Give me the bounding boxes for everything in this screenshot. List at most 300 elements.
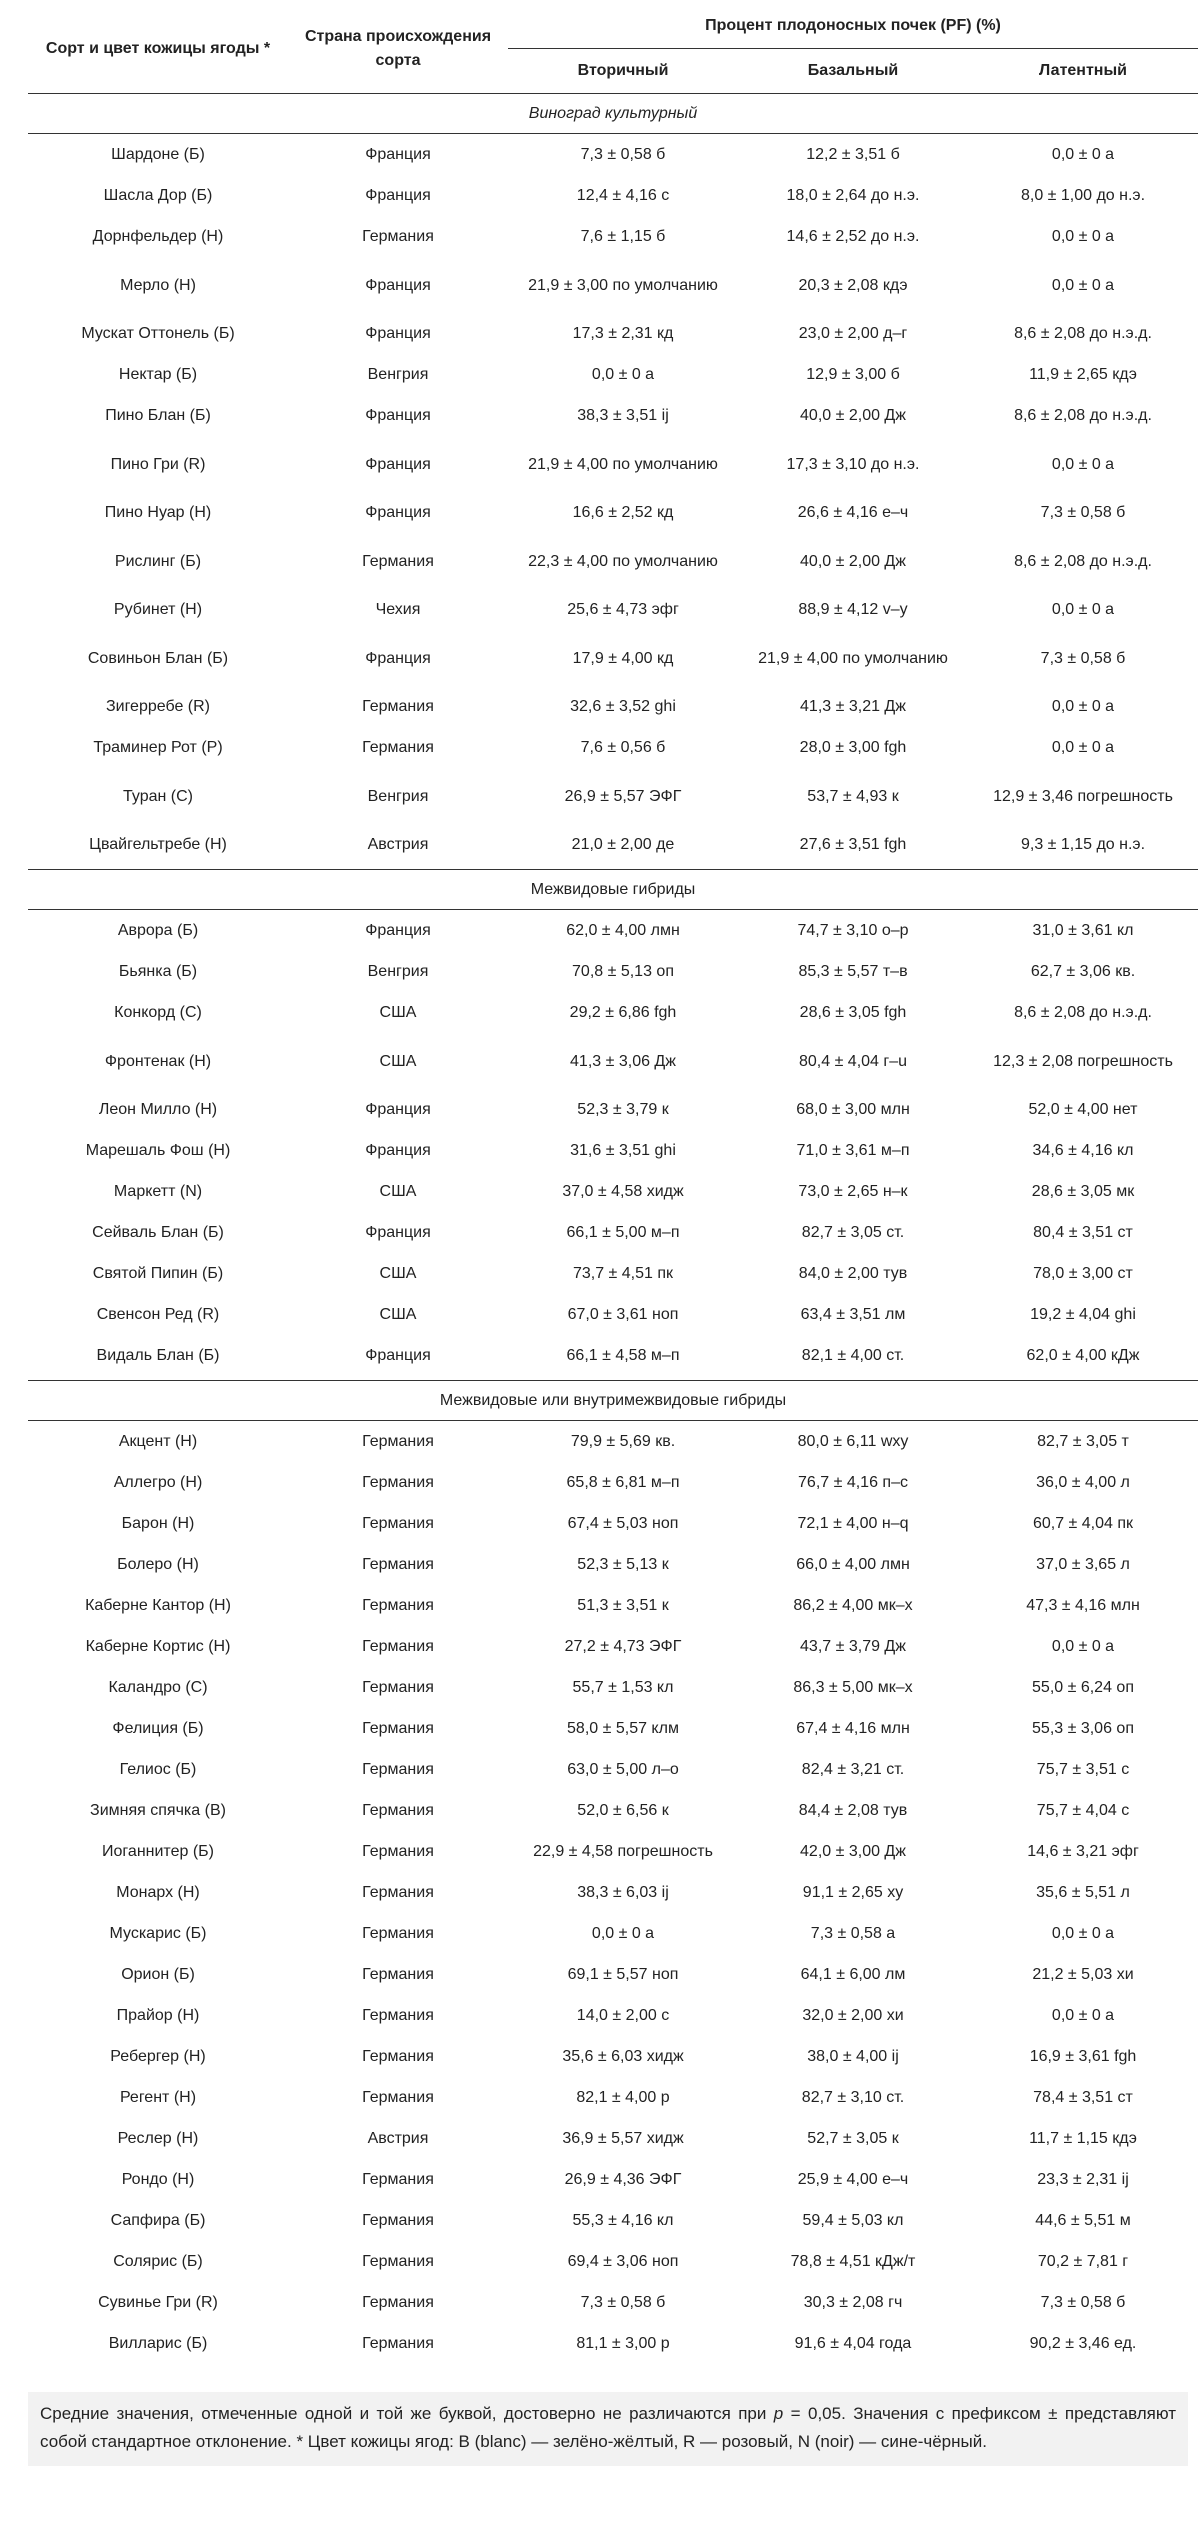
cell-latent: 23,3 ± 2,31 ij	[1037, 2171, 1129, 2188]
cell-variety: Туран (С)	[123, 787, 193, 805]
footnote-part1: Средние значения, отмеченные одной и той же буквой, достоверно не различаются при	[40, 2404, 774, 2423]
cell-secondary: 31,6 ± 3,51 ghi	[570, 1142, 676, 1159]
cell-latent: 78,0 ± 3,00 ст	[1033, 1265, 1133, 1282]
cell-country: Германия	[362, 1761, 434, 1778]
cell-secondary: 58,0 ± 5,57 клм	[567, 1720, 679, 1737]
cell-latent: 0,0 ± 0 а	[1051, 455, 1115, 473]
cell-country: Франция	[365, 407, 431, 424]
cell-secondary: 21,9 ± 4,00 по умолчанию	[528, 455, 718, 473]
cell-basal: 25,9 ± 4,00 е–ч	[797, 2171, 909, 2188]
cell-secondary: 55,3 ± 4,16 кл	[572, 2212, 674, 2229]
cell-variety: Мерло (Н)	[120, 276, 196, 294]
cell-country: Венгрия	[367, 787, 429, 805]
cell-variety: Мускат Оттонель (Б)	[81, 325, 235, 342]
cell-latent: 7,3 ± 0,58 б	[1040, 649, 1126, 667]
cell-secondary: 22,9 ± 4,58 погрешность	[533, 1843, 713, 1860]
cell-country: Германия	[362, 1843, 434, 1860]
cell-basal: 71,0 ± 3,61 м–п	[796, 1142, 910, 1159]
table-row	[28, 1212, 1198, 1253]
cell-basal: 82,7 ± 3,05 ст.	[801, 1224, 905, 1241]
cell-variety: Монарх (Н)	[116, 1884, 200, 1901]
cell-secondary: 79,9 ± 5,69 кв.	[570, 1433, 676, 1450]
cell-latent: 8,0 ± 1,00 до н.э.	[1020, 187, 1146, 204]
footnote-part2: = 0,05. Значения с префиксом ± представляют собой стандартное отклонение. * Цвет кожицы ягод: B (blanc) — зелёно-жёлтый, R — розовый, N (noir) — сине-чёрный.	[40, 2404, 1177, 2451]
cell-basal: 53,7 ± 4,93 к	[807, 787, 899, 805]
cell-country: Франция	[365, 504, 431, 521]
cell-basal: 80,4 ± 4,04 г–u	[798, 1052, 908, 1070]
cell-secondary: 69,4 ± 3,06 ноп	[567, 2253, 679, 2270]
table-row	[28, 1831, 1198, 1872]
cell-basal: 32,0 ± 2,00 хи	[802, 2007, 904, 2024]
cell-variety: Рубинет (Н)	[113, 601, 203, 618]
table-row	[28, 992, 1198, 1033]
cell-secondary: 70,8 ± 5,13 оп	[572, 963, 674, 980]
cell-basal: 43,7 ± 3,79 Дж	[800, 1638, 906, 1655]
table-row	[28, 2077, 1198, 2118]
cell-latent: 0,0 ± 0 а	[1051, 276, 1115, 294]
cell-latent: 0,0 ± 0 а	[1051, 601, 1115, 618]
cell-basal: 64,1 ± 6,00 лм	[800, 1966, 906, 1983]
cell-secondary: 52,3 ± 3,79 к	[577, 1101, 669, 1118]
cell-country: США	[379, 1052, 417, 1070]
cell-variety: Ребергер (Н)	[110, 2048, 206, 2065]
section-header-row	[28, 94, 1198, 134]
cell-basal: 82,4 ± 3,21 ст.	[801, 1761, 905, 1778]
cell-variety: Леон Милло (Н)	[98, 1101, 218, 1118]
table-row	[28, 910, 1198, 952]
cell-basal: 42,0 ± 3,00 Дж	[800, 1843, 906, 1860]
cell-latent: 0,0 ± 0 а	[1051, 1925, 1115, 1942]
cell-basal: 20,3 ± 2,08 кдэ	[798, 276, 908, 294]
cell-variety: Совиньон Блан (Б)	[87, 649, 229, 667]
cell-basal: 12,9 ± 3,00 б	[806, 366, 900, 383]
table-row	[28, 1089, 1198, 1130]
cell-variety: Фронтенак (Н)	[104, 1052, 212, 1070]
cell-secondary: 67,0 ± 3,61 ноп	[567, 1306, 679, 1323]
table-row	[28, 2323, 1198, 2364]
cell-secondary: 7,6 ± 0,56 б	[580, 739, 666, 756]
cell-latent: 78,4 ± 3,51 ст	[1033, 2089, 1133, 2106]
table-row	[28, 313, 1198, 354]
section-header-row	[28, 1381, 1198, 1421]
cell-country: Франция	[365, 922, 431, 939]
cell-country: Германия	[362, 2253, 434, 2270]
cell-latent: 8,6 ± 2,08 до н.э.д.	[1014, 325, 1152, 342]
cell-latent: 8,6 ± 2,08 до н.э.д.	[1014, 1004, 1152, 1021]
cell-basal: 66,0 ± 4,00 лмн	[796, 1556, 910, 1573]
cell-secondary: 63,0 ± 5,00 л–о	[567, 1761, 679, 1778]
footnote-p: p	[773, 2404, 784, 2423]
cell-latent: 44,6 ± 5,51 м	[1035, 2212, 1131, 2229]
table-row	[28, 824, 1198, 865]
cell-country: Австрия	[367, 836, 429, 853]
cell-latent: 80,4 ± 3,51 ст	[1033, 1224, 1133, 1241]
cell-secondary: 66,1 ± 5,00 м–п	[566, 1224, 680, 1241]
cell-secondary: 7,3 ± 0,58 б	[580, 2294, 666, 2311]
cell-basal: 27,6 ± 3,51 fgh	[799, 836, 907, 853]
cell-basal: 59,4 ± 5,03 кл	[802, 2212, 904, 2229]
cell-secondary: 81,1 ± 3,00 р	[576, 2335, 670, 2352]
cell-basal: 85,3 ± 5,57 т–в	[798, 963, 908, 980]
cell-latent: 34,6 ± 4,16 кл	[1032, 1142, 1134, 1159]
cell-basal: 88,9 ± 4,12 v–y	[798, 601, 908, 618]
table-row	[28, 1995, 1198, 2036]
cell-basal: 84,0 ± 2,00 тув	[798, 1265, 908, 1282]
table-row	[28, 2241, 1198, 2282]
cell-secondary: 73,7 ± 4,51 пк	[572, 1265, 674, 1282]
cell-variety: Видаль Блан (Б)	[96, 1347, 220, 1364]
cell-secondary: 14,0 ± 2,00 с	[576, 2007, 670, 2024]
cell-country: Франция	[365, 649, 431, 667]
table-row	[28, 2159, 1198, 2200]
cell-basal: 14,6 ± 2,52 до н.э.	[786, 228, 920, 245]
cell-basal: 78,8 ± 4,51 кДж/т	[790, 2253, 916, 2270]
cell-variety: Зигерребе (R)	[105, 698, 211, 715]
cell-secondary: 65,8 ± 6,81 м–п	[566, 1474, 680, 1491]
cell-latent: 19,2 ± 4,04 ghi	[1030, 1306, 1136, 1323]
cell-basal: 26,6 ± 4,16 е–ч	[797, 504, 909, 521]
cell-latent: 90,2 ± 3,46 ед.	[1029, 2335, 1137, 2352]
table-row	[28, 2036, 1198, 2077]
table-row	[28, 1913, 1198, 1954]
cell-country: Германия	[362, 1884, 434, 1901]
cell-variety: Пино Гри (R)	[110, 455, 206, 473]
cell-basal: 40,0 ± 2,00 Дж	[800, 407, 906, 424]
cell-latent: 55,0 ± 6,24 оп	[1032, 1679, 1134, 1696]
cell-variety: Мускарис (Б)	[109, 1925, 207, 1942]
cell-basal: 86,3 ± 5,00 мк–х	[793, 1679, 913, 1696]
cell-secondary: 21,9 ± 3,00 по умолчанию	[528, 276, 718, 294]
cell-variety: Реслер (Н)	[117, 2130, 199, 2147]
cell-country: Франция	[365, 455, 431, 473]
section-title: Межвидовые гибриды	[28, 870, 1198, 910]
table-row	[28, 1667, 1198, 1708]
table-row	[28, 1585, 1198, 1626]
cell-basal: 82,7 ± 3,10 ст.	[801, 2089, 905, 2106]
cell-secondary: 0,0 ± 0 а	[591, 366, 655, 383]
cell-country: Германия	[362, 1556, 434, 1573]
cell-latent: 75,7 ± 3,51 с	[1036, 1761, 1130, 1778]
cell-variety: Акцент (Н)	[118, 1433, 198, 1450]
cell-latent: 14,6 ± 3,21 эфг	[1027, 1843, 1139, 1860]
cell-basal: 74,7 ± 3,10 о–р	[797, 922, 909, 939]
cell-latent: 47,3 ± 4,16 млн	[1026, 1597, 1140, 1614]
table-row	[28, 354, 1198, 395]
cell-secondary: 26,9 ± 4,36 ЭФГ	[564, 2171, 682, 2188]
cell-latent: 70,2 ± 7,81 г	[1037, 2253, 1129, 2270]
table-row	[28, 492, 1198, 533]
cell-secondary: 69,1 ± 5,57 ноп	[567, 1966, 679, 1983]
cell-country: Германия	[362, 2007, 434, 2024]
cell-latent: 62,7 ± 3,06 кв.	[1030, 963, 1136, 980]
table-row	[28, 257, 1198, 313]
cell-country: Франция	[365, 146, 431, 163]
cell-latent: 21,2 ± 5,03 хи	[1032, 1966, 1134, 1983]
table-row	[28, 1544, 1198, 1585]
cell-basal: 63,4 ± 3,51 лм	[800, 1306, 906, 1323]
cell-variety: Шасла Дор (Б)	[103, 187, 213, 204]
table-row	[28, 1033, 1198, 1089]
table-row	[28, 1421, 1198, 1463]
footnote	[28, 2392, 1188, 2466]
cell-country: Германия	[362, 1925, 434, 1942]
cell-basal: 73,0 ± 2,65 н–к	[798, 1183, 908, 1200]
cell-secondary: 29,2 ± 6,86 fgh	[569, 1004, 677, 1021]
cell-variety: Иоганнитер (Б)	[102, 1843, 214, 1860]
cell-secondary: 7,3 ± 0,58 б	[580, 146, 666, 163]
cell-latent: 7,3 ± 0,58 б	[1040, 504, 1126, 521]
table-row	[28, 436, 1198, 492]
cell-variety: Гелиос (Б)	[119, 1761, 197, 1778]
cell-variety: Маркетт (N)	[113, 1183, 203, 1200]
cell-secondary: 37,0 ± 4,58 хидж	[562, 1183, 684, 1200]
cell-country: США	[379, 1265, 417, 1282]
cell-country: Германия	[362, 698, 434, 715]
cell-secondary: 35,6 ± 6,03 хидж	[562, 2048, 684, 2065]
cell-basal: 12,2 ± 3,51 б	[806, 146, 900, 163]
cell-secondary: 67,4 ± 5,03 ноп	[567, 1515, 679, 1532]
cell-variety: Рондо (Н)	[121, 2171, 195, 2188]
cell-country: Германия	[362, 1966, 434, 1983]
cell-basal: 21,9 ± 4,00 по умолчанию	[758, 649, 948, 667]
cell-latent: 9,3 ± 1,15 до н.э.	[1020, 836, 1146, 853]
cell-latent: 0,0 ± 0 а	[1051, 1638, 1115, 1655]
cell-country: США	[379, 1306, 417, 1323]
cell-variety: Каландро (С)	[108, 1679, 208, 1696]
section-title: Виноград культурный	[28, 94, 1198, 134]
cell-variety: Пино Блан (Б)	[105, 407, 211, 424]
cell-latent: 16,9 ± 3,61 fgh	[1029, 2048, 1137, 2065]
cell-latent: 12,3 ± 2,08 погрешность	[993, 1052, 1173, 1070]
cell-basal: 84,4 ± 2,08 тув	[798, 1802, 908, 1819]
cell-secondary: 21,0 ± 2,00 де	[571, 836, 675, 853]
cell-country: Германия	[362, 2212, 434, 2229]
table-row	[28, 1749, 1198, 1790]
header-latent: Латентный	[1039, 62, 1127, 79]
table-row	[28, 1253, 1198, 1294]
cell-latent: 28,6 ± 3,05 мк	[1031, 1183, 1135, 1200]
table-row	[28, 2118, 1198, 2159]
cell-country: Германия	[362, 1515, 434, 1532]
cell-variety: Барон (Н)	[121, 1515, 195, 1532]
cell-country: Германия	[362, 1679, 434, 1696]
cell-country: Чехия	[375, 601, 421, 618]
cell-variety: Солярис (Б)	[113, 2253, 203, 2270]
table-row	[28, 1130, 1198, 1171]
table-row	[28, 216, 1198, 257]
cell-basal: 91,6 ± 4,04 года	[794, 2335, 912, 2352]
cell-latent: 75,7 ± 4,04 с	[1036, 1802, 1130, 1819]
table-header	[28, 4, 1198, 94]
cell-latent: 62,0 ± 4,00 кДж	[1026, 1347, 1140, 1364]
header-pf: Процент плодоносных почек (PF) (%)	[508, 4, 1198, 49]
cell-variety: Сапфира (Б)	[110, 2212, 206, 2229]
cell-secondary: 66,1 ± 4,58 м–п	[566, 1347, 680, 1364]
cell-latent: 36,0 ± 4,00 л	[1036, 1474, 1130, 1491]
cell-variety: Конкорд (С)	[114, 1004, 202, 1021]
table-row	[28, 1335, 1198, 1376]
cell-basal: 18,0 ± 2,64 до н.э.	[786, 187, 920, 204]
table-body	[28, 94, 1198, 2365]
cell-secondary: 12,4 ± 4,16 с	[576, 187, 670, 204]
cell-basal: 68,0 ± 3,00 млн	[796, 1101, 910, 1118]
cell-secondary: 16,6 ± 2,52 кд	[572, 504, 674, 521]
cell-country: США	[379, 1004, 417, 1021]
cell-latent: 35,6 ± 5,51 л	[1036, 1884, 1130, 1901]
cell-country: Венгрия	[367, 963, 429, 980]
cell-secondary: 17,3 ± 2,31 кд	[572, 325, 674, 342]
table-row	[28, 1294, 1198, 1335]
table-row	[28, 630, 1198, 686]
cell-variety: Дорнфельдер (Н)	[92, 228, 224, 245]
cell-country: Германия	[362, 2089, 434, 2106]
cell-country: Франция	[365, 1101, 431, 1118]
table-row	[28, 727, 1198, 768]
cell-secondary: 7,6 ± 1,15 б	[580, 228, 666, 245]
cell-basal: 23,0 ± 2,00 д–г	[798, 325, 908, 342]
table-row	[28, 1503, 1198, 1544]
header-secondary: Вторичный	[577, 62, 669, 79]
cell-latent: 12,9 ± 3,46 погрешность	[993, 787, 1173, 805]
cell-secondary: 55,7 ± 1,53 кл	[572, 1679, 674, 1696]
table-row	[28, 1626, 1198, 1667]
cell-secondary: 82,1 ± 4,00 р	[576, 2089, 670, 2106]
cell-secondary: 38,3 ± 6,03 ij	[577, 1884, 669, 1901]
cell-basal: 17,3 ± 3,10 до н.э.	[786, 455, 920, 473]
table-row	[28, 1790, 1198, 1831]
header-country: Страна происхождения сорта	[304, 27, 492, 69]
cell-country: Германия	[362, 1474, 434, 1491]
cell-variety: Аллегро (Н)	[113, 1474, 203, 1491]
cell-basal: 30,3 ± 2,08 гч	[803, 2294, 903, 2311]
cell-latent: 0,0 ± 0 а	[1051, 739, 1115, 756]
cell-country: Германия	[362, 739, 434, 756]
cell-country: Германия	[362, 2294, 434, 2311]
cell-basal: 76,7 ± 4,16 п–с	[798, 1474, 908, 1491]
cell-latent: 37,0 ± 3,65 л	[1036, 1556, 1130, 1573]
cell-latent: 7,3 ± 0,58 б	[1040, 2294, 1126, 2311]
cell-variety: Цвайгельтребе (Н)	[89, 836, 227, 853]
cell-basal: 72,1 ± 4,00 н–q	[797, 1515, 909, 1532]
cell-country: Германия	[362, 1802, 434, 1819]
cell-country: Австрия	[367, 2130, 429, 2147]
cell-secondary: 36,9 ± 5,57 хидж	[562, 2130, 684, 2147]
cell-basal: 52,7 ± 3,05 к	[807, 2130, 899, 2147]
cell-variety: Рислинг (Б)	[114, 552, 202, 570]
cell-latent: 8,6 ± 2,08 до н.э.д.	[1014, 407, 1152, 424]
cell-basal: 28,0 ± 3,00 fgh	[799, 739, 907, 756]
cell-country: Германия	[362, 2335, 434, 2352]
cell-country: Германия	[362, 1433, 434, 1450]
cell-variety: Сувинье Гри (R)	[98, 2294, 218, 2311]
cell-country: Германия	[362, 552, 434, 570]
cell-latent: 52,0 ± 4,00 нет	[1028, 1101, 1138, 1118]
cell-country: Франция	[365, 1142, 431, 1159]
cell-latent: 82,7 ± 3,05 т	[1037, 1433, 1129, 1450]
cell-variety: Регент (Н)	[119, 2089, 197, 2106]
cell-secondary: 17,9 ± 4,00 кд	[572, 649, 674, 667]
cell-secondary: 26,9 ± 5,57 ЭФГ	[564, 787, 682, 805]
cell-variety: Фелиция (Б)	[112, 1720, 204, 1737]
table-row	[28, 1872, 1198, 1913]
cell-country: США	[379, 1183, 417, 1200]
cell-secondary: 41,3 ± 3,06 Дж	[570, 1052, 676, 1070]
cell-variety: Свенсон Ред (R)	[96, 1306, 220, 1323]
cell-latent: 8,6 ± 2,08 до н.э.д.	[1014, 552, 1152, 570]
cell-secondary: 38,3 ± 3,51 ij	[577, 407, 669, 424]
table-row	[28, 395, 1198, 436]
header-variety: Сорт и цвет кожицы ягоды *	[45, 39, 271, 57]
cell-latent: 0,0 ± 0 а	[1051, 698, 1115, 715]
cell-variety: Пино Нуар (Н)	[104, 504, 212, 521]
cell-secondary: 25,6 ± 4,73 эфг	[567, 601, 679, 618]
cell-latent: 0,0 ± 0 а	[1051, 146, 1115, 163]
cell-country: Франция	[365, 276, 431, 294]
table-row	[28, 589, 1198, 630]
cell-basal: 38,0 ± 4,00 ij	[807, 2048, 899, 2065]
table-row	[28, 686, 1198, 727]
cell-country: Франция	[365, 187, 431, 204]
cell-basal: 40,0 ± 2,00 Дж	[800, 552, 906, 570]
cell-latent: 31,0 ± 3,61 кл	[1032, 922, 1134, 939]
table-row	[28, 951, 1198, 992]
cell-secondary: 52,3 ± 5,13 к	[577, 1556, 669, 1573]
cell-latent: 60,7 ± 4,04 пк	[1032, 1515, 1134, 1532]
table-row	[28, 1708, 1198, 1749]
cell-country: Франция	[365, 1347, 431, 1364]
table-row	[28, 2200, 1198, 2241]
table-row	[28, 175, 1198, 216]
cell-variety: Вилларис (Б)	[108, 2335, 208, 2352]
cell-country: Германия	[362, 2048, 434, 2065]
cell-country: Германия	[362, 228, 434, 245]
cell-secondary: 22,3 ± 4,00 по умолчанию	[528, 552, 718, 570]
cell-country: Франция	[365, 1224, 431, 1241]
header-basal: Базальный	[807, 62, 899, 79]
cell-latent: 0,0 ± 0 а	[1051, 228, 1115, 245]
cell-latent: 55,3 ± 3,06 оп	[1032, 1720, 1134, 1737]
cell-basal: 28,6 ± 3,05 fgh	[799, 1004, 907, 1021]
cell-basal: 82,1 ± 4,00 ст.	[801, 1347, 905, 1364]
cell-secondary: 52,0 ± 6,56 к	[577, 1802, 669, 1819]
cell-latent: 11,9 ± 2,65 кдэ	[1029, 366, 1137, 383]
cell-variety: Зимняя спячка (В)	[90, 1802, 226, 1819]
cell-variety: Сейваль Блан (Б)	[92, 1224, 224, 1241]
table-row	[28, 768, 1198, 824]
cell-basal: 41,3 ± 3,21 Дж	[800, 698, 906, 715]
pf-table	[28, 4, 1198, 2364]
cell-basal: 67,4 ± 4,16 млн	[796, 1720, 910, 1737]
cell-secondary: 0,0 ± 0 а	[591, 1925, 655, 1942]
cell-basal: 86,2 ± 4,00 мк–х	[793, 1597, 913, 1614]
cell-variety: Марешаль Фош (Н)	[85, 1142, 231, 1159]
cell-basal: 80,0 ± 6,11 wxy	[797, 1433, 909, 1450]
table-row	[28, 533, 1198, 589]
cell-country: Венгрия	[367, 366, 429, 383]
cell-secondary: 51,3 ± 3,51 к	[577, 1597, 669, 1614]
cell-variety: Шардоне (Б)	[111, 146, 205, 163]
cell-basal: 91,1 ± 2,65 ху	[802, 1884, 904, 1901]
cell-variety: Нектар (Б)	[118, 366, 198, 383]
cell-latent: 11,7 ± 1,15 кдэ	[1029, 2130, 1137, 2147]
section-title: Межвидовые или внутримежвидовые гибриды	[28, 1381, 1198, 1421]
cell-secondary: 62,0 ± 4,00 лмн	[566, 922, 680, 939]
cell-country: Германия	[362, 2171, 434, 2188]
cell-country: Германия	[362, 1638, 434, 1655]
cell-latent: 0,0 ± 0 а	[1051, 2007, 1115, 2024]
cell-secondary: 27,2 ± 4,73 ЭФГ	[564, 1638, 682, 1655]
cell-variety: Аврора (Б)	[117, 922, 199, 939]
